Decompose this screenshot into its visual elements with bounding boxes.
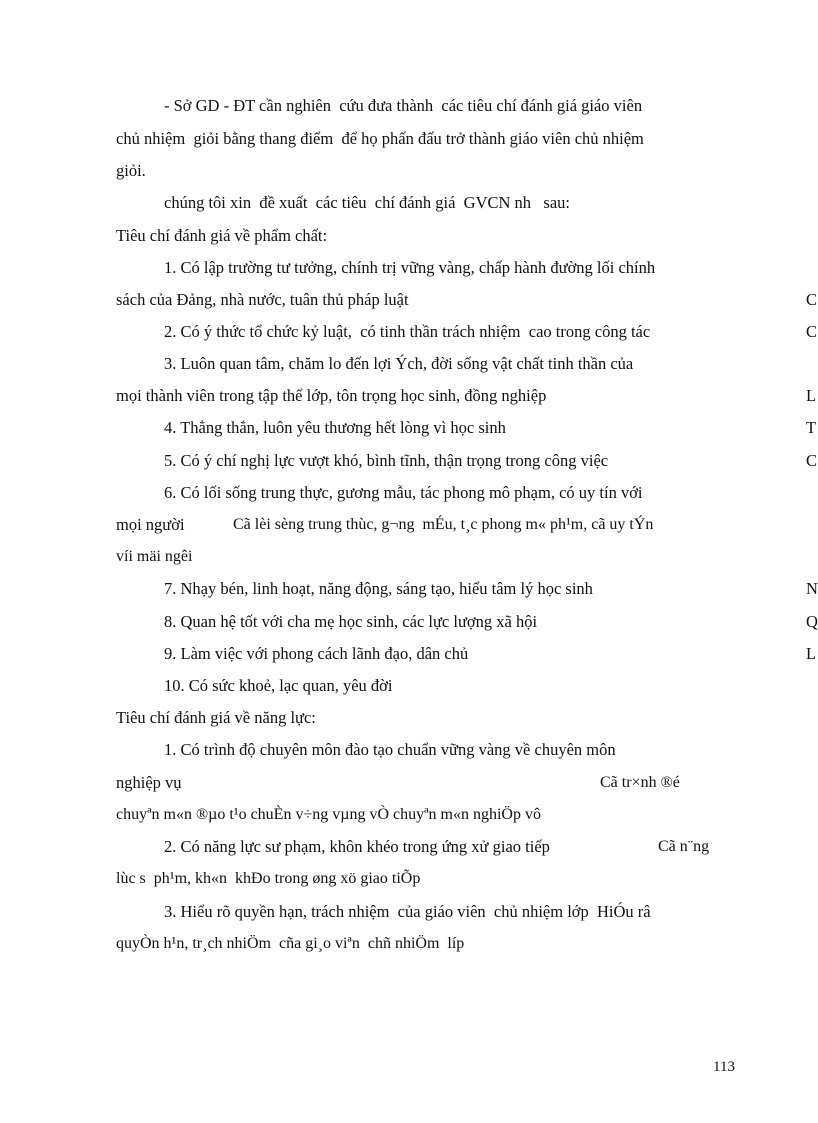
criterion-6-garbled-2: víi mäi ngêi bbox=[116, 548, 193, 565]
criterion-4: 4. Thẳng thắn, luôn yêu thương hết lòng vì học sinh bbox=[164, 418, 506, 437]
criterion-8: 8. Quan hệ tốt với cha mẹ học sinh, các lực lượng xã hội bbox=[164, 612, 538, 631]
criterion-6-garbled-1: Cã lèi sèng trung thùc, g¬ng mÉu, t¸c phong m« ph¹m, cã uy tÝn bbox=[233, 516, 654, 533]
ability-3-line-1: 3. Hiểu rõ quyền hạn, trách nhiệm của giáo viên chủ nhiệm lớp HiÓu râ bbox=[164, 902, 651, 921]
ability-1-garbled-2: chuyªn m«n ®µo t¹o chuÈn v÷ng vµng vÒ chuyªn m«n nghiÖp vô bbox=[116, 806, 541, 823]
criterion-1-overflow: C bbox=[806, 290, 818, 309]
criterion-1-line-2: sách của Đảng, nhà nước, tuân thủ pháp luật bbox=[116, 290, 409, 309]
criterion-9: 9. Làm việc với phong cách lãnh đạo, dân chủ bbox=[164, 644, 469, 663]
ability-2-garbled-2: lùc s ph¹m, kh«n khÐo trong øng xö giao tiÕp bbox=[116, 870, 421, 887]
criterion-6-line-2: mọi người bbox=[116, 515, 185, 534]
page-number: 113 bbox=[713, 1059, 735, 1075]
ability-2-garbled-1: Cã n¨ng bbox=[658, 838, 710, 855]
criterion-9-overflow: L bbox=[806, 644, 817, 663]
intro-line-2: chủ nhiệm giỏi bằng thang điểm để họ phấn đấu trở thành giáo viên chủ nhiệm bbox=[116, 129, 644, 148]
criterion-2-overflow: C bbox=[806, 322, 818, 341]
ability-1-line-1: 1. Có trình độ chuyên môn đào tạo chuẩn vững vàng về chuyên môn bbox=[164, 740, 616, 759]
ability-1-line-2: nghiệp vụ bbox=[116, 773, 182, 792]
criterion-7-overflow: N bbox=[806, 579, 818, 598]
criterion-3-line-1: 3. Luôn quan tâm, chăm lo đến lợi Ých, đời sống vật chất tinh thần của bbox=[164, 354, 634, 373]
intro-line-1: - Sở GD - ĐT cần nghiên cứu đưa thành các tiêu chí đánh giá giáo viên bbox=[164, 96, 643, 115]
criterion-4-overflow: T bbox=[806, 418, 817, 437]
criterion-10: 10. Có sức khoẻ, lạc quan, yêu đời bbox=[164, 676, 393, 695]
ability-3-garbled: quyÒn h¹n, tr¸ch nhiÖm cña gi¸o viªn chñ nhiÖm líp bbox=[116, 935, 465, 952]
criterion-6-line-1: 6. Có lối sống trung thực, gương mẫu, tác phong mô phạm, có uy tín với bbox=[164, 483, 643, 502]
criterion-7: 7. Nhạy bén, linh hoạt, năng động, sáng tạo, hiểu tâm lý học sinh bbox=[164, 579, 593, 598]
ability-1-garbled-1: Cã tr×nh ®é bbox=[600, 774, 680, 791]
ability-2-line-1: 2. Có năng lực sư phạm, khôn khéo trong ứng xử giao tiếp bbox=[164, 837, 550, 856]
criterion-3-overflow: L bbox=[806, 386, 817, 405]
section1-heading: Tiêu chí đánh giá về phẩm chất: bbox=[116, 226, 328, 245]
intro-line-4: chúng tôi xin đề xuất các tiêu chí đánh giá GVCN nh sau: bbox=[164, 193, 570, 212]
criterion-8-overflow: Q bbox=[806, 612, 818, 631]
intro-line-3: giỏi. bbox=[116, 161, 146, 180]
criterion-3-line-2: mọi thành viên trong tập thể lớp, tôn trọng học sinh, đồng nghiệp bbox=[116, 386, 547, 405]
criterion-2: 2. Có ý thức tổ chức kỷ luật, có tinh thần trách nhiệm cao trong công tác bbox=[164, 322, 651, 341]
criterion-1-line-1: 1. Có lập trường tư tưởng, chính trị vững vàng, chấp hành đường lối chính bbox=[164, 258, 656, 277]
criterion-5: 5. Có ý chí nghị lực vượt khó, bình tĩnh, thận trọng trong công việc bbox=[164, 451, 609, 470]
section2-heading: Tiêu chí đánh giá về năng lực: bbox=[116, 708, 316, 727]
criterion-5-overflow: C bbox=[806, 451, 818, 470]
